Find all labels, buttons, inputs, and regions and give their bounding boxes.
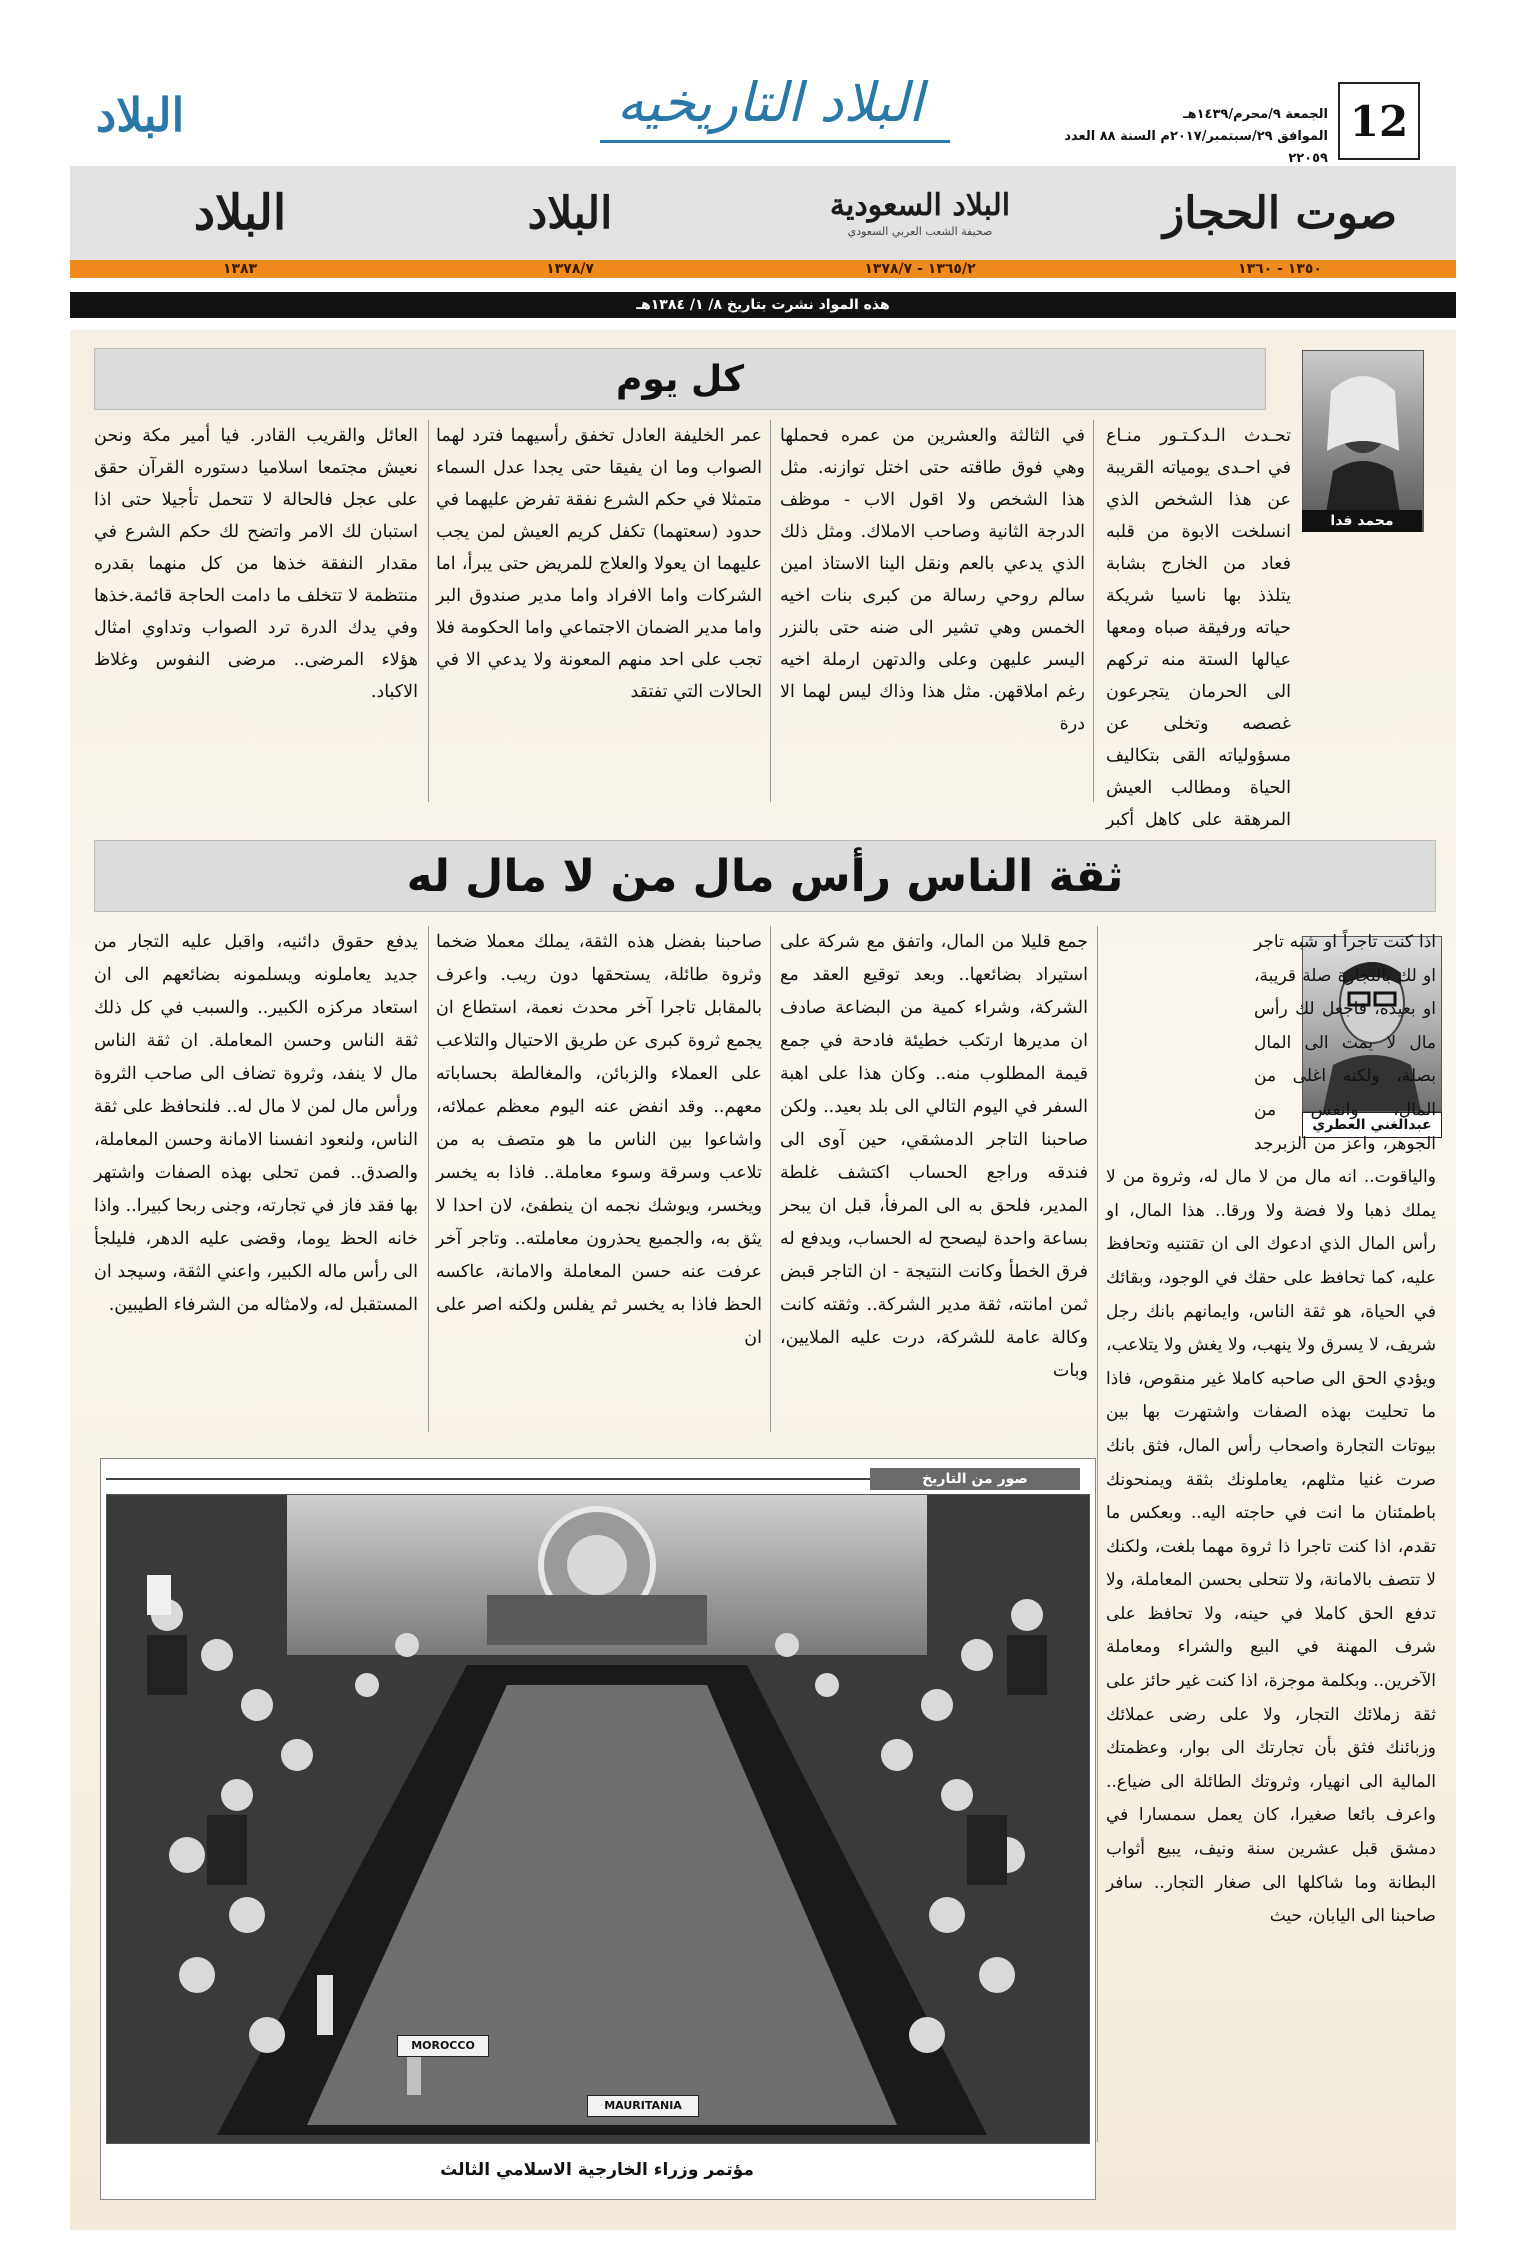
date-hijri: الجمعة ٩/محرم/١٤٣٩هـ xyxy=(1183,107,1328,122)
article2-column-1-text: اذا كنت تاجراً او شبه تاجر او لك بالتجارة صلة قريبة، او بعيدة، فاجعل لك رأس مال لا يمت الى المال بصلة، ولكنه اغلى من المال، وانفس من الجوهر، واعز من الزبرجد والياقوت.. انه مال من لا مال له، وثروة من لا يملك ذهبا ولا فضة ولا ورقا.. هذا المال، او رأس المال الذي ادعوك الى ان تقتنيه وتحافظ عليه، كما تحافظ على حقك في الوجود، وبقائك في الحياة، هو ثقة الناس، وايمانهم بانك رجل شريف، لا يسرق ولا ينهب، ولا يغش ولا يتلاعب، ويؤدي الحق الى صاحبه كاملا غير منقوص، فاذا ما تحليت بهذه الصفات واشتهرت بها بين بيوتات التجارة واصحاب رأس المال، فثق بانك صرت غنيا مثلهم، يعاملونك بثقة ويمنحونك باطمئنان ما انت في حاجته اليه.. وبعكس ما تقدم، اذا كنت تاجرا ذا ثروة مهما بلغت، ولكنك لا تتصف بالامانة، ولا تتحلى بحسن المعاملة، ولا تدفع الحق كاملا في حينه، ولا تحافظ على شرف المهنة في البيع والشراء ومعاملة الآخرين.. وبكلمة موجزة، اذا كنت غير حائز على ثقة زملائك التجار، ولا على رضى عملائك وزبائنك فثق بأن تجارتك الى بوار، وعظمتك المالية الى انهيار، وثروتك الطائلة الى ضياع.. واعرف بائعا صغيرا، كان يعمل سمسارا في دمشق قبل عشرين سنة ونيف، يبيع أثواب البطانة وما شاكلها الى صغار التجار.. سافر صاحبنا الى اليابان، حيث xyxy=(1106,932,1436,1927)
date-block xyxy=(1038,104,1328,170)
article1-author-name: محمد فدا xyxy=(1302,510,1422,532)
publication-date-notice: هذه المواد نشرت بتاريخ ٨/ ١/ ١٣٨٤هـ xyxy=(70,292,1456,318)
masthead-title: البلاد التاريخيه xyxy=(616,70,924,134)
years-label: ١٣٦٥/٢ - ١٣٧٨/٧ xyxy=(864,261,976,277)
article2-column-4 xyxy=(94,926,418,1438)
masthead-name: البلاد xyxy=(193,185,287,241)
history-section-label: صور من التاريخ xyxy=(870,1468,1080,1490)
article2-column-4-text: يدفع حقوق دائنيه، واقبل عليه التجار من جديد يعاملونه ويسلمونه بضائعهم الى ان استعاد مركزه الكبير.. والسبب في كل ذلك ثقة الناس وحسن المعاملة. ان ثقة الناس مال لا ينفد، وثروة تضاف الى صاحب الثروة ورأس مال لمن لا مال له.. فلنحافظ على ثقة الناس، ولنعود انفسنا الامانة وحسن المعاملة، والصدق.. فمن تحلى بهذه الصفات واشتهر بها فقد فاز في تجارته، وجنى ربحا كبيرا.. واذا خانه الحظ يوما، وقضى عليه الدهر، فليلجأ الى رأس ماله الكبير، واعني الثقة، وسيجد ان المستقبل له، ولامثاله من الشرفاء الطيبين. xyxy=(94,932,418,1315)
masthead-name: البلاد السعودية xyxy=(829,188,1011,223)
article2-author-name: عبدالغني العطري xyxy=(1302,1112,1442,1138)
history-photo-caption: مؤتمر وزراء الخارجية الاسلامي الثالث xyxy=(440,2160,754,2180)
date-gregorian-issue: الموافق ٢٩/سبتمبر/٢٠١٧م السنة ٨٨ العدد ٢٢٠٥٩ xyxy=(1064,129,1328,166)
history-masthead-strip xyxy=(70,166,1456,260)
portrait-icon xyxy=(1303,351,1423,531)
column-divider xyxy=(1093,420,1094,802)
article1-author-photo xyxy=(1302,350,1424,532)
page-number: 12 xyxy=(1338,82,1420,160)
column-divider xyxy=(770,420,771,802)
brand-logo: البلاد xyxy=(95,88,185,142)
article2-column-1 xyxy=(1106,926,1436,2142)
article2-column-2-text: جمع قليلا من المال، واتفق مع شركة على استيراد بضائعها.. وبعد توقيع العقد مع الشركة، وشراء كمية من البضاعة صادف ان مديرها ارتكب خطيئة فادحة في جمع قيمة المطلوب منه.. وكان هذا على اهبة السفر في اليوم التالي الى بلد بعيد.. ولكن صاحبنا التاجر الدمشقي، حين آوى الى فندقه وراجع الحساب اكتشف غلطة المدير، فلحق به الى المرفأ، قبل ان يبحر بساعة واحدة ليصحح له الحساب، ويدفع له فرق الخطأ وكانت النتيجة - ان التاجر قبض ثمن امانته، ثقة مدير الشركة.. وثقته كانت وكالة عامة للشركة، درت عليه الملايين، وبات xyxy=(780,932,1088,1381)
years-label: ١٣٨٣ xyxy=(222,261,258,277)
article2-title: ثقة الناس رأس مال من لا مال له xyxy=(94,840,1436,912)
masthead-name: صوت الحجاز xyxy=(1163,187,1397,239)
masthead-name: البلاد xyxy=(527,187,613,239)
masthead-albilad-1383 xyxy=(80,166,400,260)
article1-column-2-text: في الثالثة والعشرين من عمره فحملها وهي فوق طاقته حتى اختل توازنه. مثل هذا الشخص ولا اقول الاب - موظف الدرجة الثانية وصاحب الاملاك. ومثل ذلك الذي يدعي بالعم ونقل الينا الاستاذ امين سالم روحي رسالة من كبرى بنات اخيه الخمس وهي تشير الى ضنه حتى بالنزر اليسر عليهن وعلى والدتهن ارملة اخيه رغم املاقهن. مثل هذا وذاك ليس لهما الا درة xyxy=(780,426,1085,734)
photo-float-spacer xyxy=(1106,926,1254,1148)
article2-column-2 xyxy=(780,926,1088,1438)
article1-column-4-text: العائل والقريب القادر. فيا أمير مكة ونحن نعيش مجتمعا اسلاميا دستوره القرآن حقق على عجل فالحالة لا تتحمل تأجيلا حتى اذا استبان لك الامر واتضح لك حكم الشرع في مقدار النفقة خذها من كل منهما بقدره منتظمة لا تتخلف ما دامت الحاجة قائمة.خذها وفي يدك الدرة ترد الصواب وتداوي امثال هؤلاء المرضى.. مرضى النفوس وغلاظ الاكباد. xyxy=(94,426,418,702)
masthead-underline xyxy=(600,140,950,143)
table-sign-mauritania: MAURITANIA xyxy=(587,2095,699,2117)
column-divider xyxy=(428,926,429,1432)
masthead-albilad-1378 xyxy=(410,166,730,260)
article1-column-1 xyxy=(1106,420,1291,830)
years-bar xyxy=(70,260,1456,278)
table-sign-morocco: MOROCCO xyxy=(397,2035,489,2057)
conference-scene-image xyxy=(107,1495,1089,2143)
article1-title: كل يوم xyxy=(94,348,1266,410)
article2-column-3 xyxy=(436,926,762,1438)
conference-photo xyxy=(106,1494,1090,2144)
article2-column-3-text: صاحبنا بفضل هذه الثقة، يملك معملا ضخما وثروة طائلة، يستحقها دون ريب. واعرف بالمقابل تاجرا آخر محدث نعمة، استطاع ان يجمع ثروة كبرى عن طريق الاحتيال والتلاعب على العملاء والزبائن، والمغالطة بحساباته معهم.. وقد انفض عنه اليوم معظم عملائه، واشاعوا بين الناس ما هو متصف به من تلاعب وسرقة وسوء معاملة.. فاذا به يخسر ويخسر، ويوشك نجمه ان ينطفئ، لان احدا لا يثق به، والجميع يحذرون معاملته.. وتاجر آخر عرفت عنه حسن المعاملة والامانة، عاكسه الحظ فاذا به يخسر ثم يفلس ولكنه اصر على ان xyxy=(436,932,762,1348)
history-photo-rule xyxy=(106,1478,870,1480)
article1-column-2 xyxy=(780,420,1085,804)
masthead-sawt-alhijaz xyxy=(1110,166,1450,260)
years-label: ١٣٧٨/٧ xyxy=(546,261,594,277)
article1-column-4 xyxy=(94,420,418,804)
column-divider xyxy=(428,420,429,802)
article1-column-1-text: تحـدث الـدكـتـور منـاع في احـدى يومياته القريبة عن هذا الشخص الذي انسلخت الابوة من قلبه فعاد من الخارج بشابة يتلذذ بها ناسيا شريكة حياته ورفيقة صباه ومعها عيالها الستة منه تركهم الى الحرمان يتجرعون غصصه وتخلى عن مسؤولياته القى بتكاليف الحياة ومطالب العيش المرهقة على كاهل أكبر xyxy=(1106,426,1291,830)
years-label: ١٣٥٠ - ١٣٦٠ xyxy=(1238,261,1322,277)
column-divider xyxy=(770,926,771,1432)
column-divider xyxy=(1097,926,1098,2142)
article1-column-3-text: عمر الخليفة العادل تخفق رأسيهما فترد لهما الصواب وما ان يفيقا حتى يجدا عدل السماء متمثلا في حكم الشرع نفقة تفرض عليهما في حدود (سعتهما) تكفل كريم العيش لمن يجب عليهما ان يعولا والعلاج للمريض حتى يبرأ، اما الشركات واما الافراد واما مدير صندوق البر واما مدير الضمان الاجتماعي واما الحكومة فلا تجب على احد منهم المعونة ولا يدعي الا في الحالات التي تفتقد xyxy=(436,426,762,702)
masthead-albilad-alsaudia xyxy=(750,166,1090,260)
article1-column-3 xyxy=(436,420,762,804)
masthead-subtitle: صحيفة الشعب العربي السعودي xyxy=(847,225,993,238)
